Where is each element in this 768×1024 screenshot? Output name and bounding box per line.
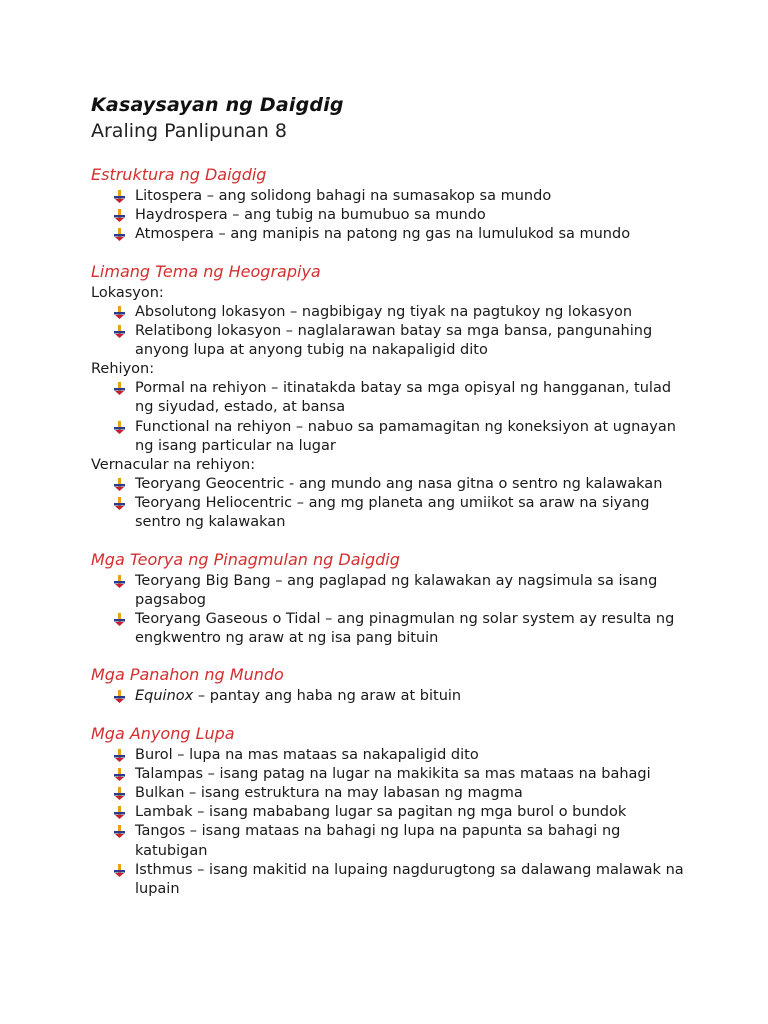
arrow-bullet-icon bbox=[113, 749, 126, 762]
bullet-list bbox=[91, 187, 691, 245]
list-item bbox=[91, 303, 691, 322]
arrow-bullet-icon bbox=[113, 382, 126, 395]
list-item bbox=[91, 746, 691, 765]
bullet-list bbox=[91, 379, 691, 456]
arrow-bullet-icon bbox=[113, 825, 126, 838]
list-item bbox=[91, 803, 691, 822]
group-label: Rehiyon: bbox=[91, 361, 155, 378]
list-item bbox=[91, 861, 691, 899]
section bbox=[91, 550, 691, 649]
list-item bbox=[91, 322, 691, 360]
document-content bbox=[91, 165, 691, 916]
bullet-list bbox=[91, 303, 691, 361]
list-item-text: Talampas – isang patag na lugar na makikita sa mas mataas na bahagi bbox=[135, 765, 651, 782]
list-item-text: Bulkan – isang estruktura na may labasan ng magma bbox=[135, 785, 523, 802]
list-item bbox=[91, 572, 691, 610]
list-item-text: Teoryang Geocentric - ang mundo ang nasa gitna o sentro ng kalawakan bbox=[135, 476, 663, 493]
arrow-bullet-icon bbox=[113, 228, 126, 241]
list-item-text: Absolutong lokasyon – nagbibigay ng tiyak na pagtukoy ng lokasyon bbox=[135, 303, 633, 320]
section-heading: Estruktura ng Daigdig bbox=[91, 165, 267, 184]
list-item bbox=[91, 610, 691, 648]
list-item-text: Isthmus – isang makitid na lupaing nagdurugtong sa dalawang malawak na lupain bbox=[135, 861, 684, 898]
section-heading: Mga Panahon ng Mundo bbox=[91, 665, 284, 685]
bullet-list bbox=[91, 746, 691, 900]
list-item bbox=[91, 418, 691, 456]
arrow-bullet-icon bbox=[113, 497, 126, 510]
list-item-text: Tangos – isang mataas na bahagi ng lupa na papunta sa bahagi ng katubigan bbox=[135, 823, 621, 859]
list-item bbox=[91, 475, 691, 494]
group-label: Lokasyon: bbox=[91, 284, 164, 301]
section-heading: Limang Tema ng Heograpiya bbox=[91, 261, 321, 281]
list-item-text: Teoryang Gaseous o Tidal – ang pinagmulan ng solar system ay resulta ng engkwentro ng araw at ng isa pang bituin bbox=[135, 611, 675, 647]
list-item-text: Burol – lupa na mas mataas sa nakapaligid dito bbox=[135, 746, 479, 763]
section bbox=[91, 665, 691, 706]
arrow-bullet-icon bbox=[113, 613, 126, 626]
arrow-bullet-icon bbox=[113, 209, 126, 222]
section-heading: Mga Anyong Lupa bbox=[91, 723, 235, 743]
list-item-text: Relatibong lokasyon – naglalarawan batay sa mga bansa, pangunahing anyong lupa at anyong tubig na nakapaligid dito bbox=[135, 322, 653, 359]
arrow-bullet-icon bbox=[113, 421, 126, 434]
arrow-bullet-icon bbox=[113, 690, 126, 703]
list-item bbox=[91, 379, 691, 417]
list-item bbox=[91, 187, 691, 206]
list-item bbox=[91, 765, 691, 784]
bullet-list bbox=[91, 475, 691, 533]
arrow-bullet-icon bbox=[113, 864, 126, 877]
list-item bbox=[91, 225, 691, 244]
arrow-bullet-icon bbox=[113, 575, 126, 588]
list-item-text: Pormal na rehiyon – itinatakda batay sa mga opisyal ng hangganan, tulad ng siyudad, estado, at bansa bbox=[135, 380, 672, 416]
arrow-bullet-icon bbox=[113, 768, 126, 781]
list-item-text: – pantay ang haba ng araw at bituin bbox=[193, 688, 462, 705]
section bbox=[91, 165, 691, 245]
arrow-bullet-icon bbox=[113, 806, 126, 819]
list-item bbox=[91, 822, 691, 860]
list-item bbox=[91, 687, 691, 706]
list-item-text: Haydrospera – ang tubig na bumubuo sa mundo bbox=[135, 207, 486, 224]
section bbox=[91, 724, 691, 900]
section-heading: Mga Teorya ng Pinagmulan ng Daigdig bbox=[91, 549, 400, 569]
list-item-text: Teoryang Big Bang – ang paglapad ng kalawakan ay nagsimula sa isang pagsabog bbox=[135, 572, 658, 608]
list-item-text: Teoryang Heliocentric – ang mg planeta ang umiikot sa araw na siyang sentro ng kalawakan bbox=[135, 495, 650, 531]
arrow-bullet-icon bbox=[113, 325, 126, 338]
list-item-text: Atmospera – ang manipis na patong ng gas na lumulukod sa mundo bbox=[135, 226, 631, 243]
bullet-list bbox=[91, 572, 691, 649]
document-title: Kasaysayan ng Daigdig bbox=[91, 94, 344, 116]
list-item-text: Functional na rehiyon – nabuo sa pamamagitan ng koneksiyon at ugnayan ng isang particular na lugar bbox=[135, 418, 676, 454]
arrow-bullet-icon bbox=[113, 787, 126, 800]
section bbox=[91, 262, 691, 533]
list-item-term: Equinox bbox=[135, 688, 194, 705]
group-label: Vernacular na rehiyon: bbox=[91, 457, 256, 474]
list-item bbox=[91, 206, 691, 225]
list-item-text: Lambak – isang mababang lugar sa pagitan ng mga burol o bundok bbox=[135, 804, 627, 821]
list-item-text: Litospera – ang solidong bahagi na sumasakop sa mundo bbox=[135, 188, 552, 204]
arrow-bullet-icon bbox=[113, 478, 126, 491]
document-subtitle: Araling Panlipunan 8 bbox=[91, 120, 287, 142]
arrow-bullet-icon bbox=[113, 306, 126, 319]
list-item bbox=[91, 494, 691, 532]
list-item bbox=[91, 784, 691, 803]
bullet-list bbox=[91, 687, 691, 706]
arrow-bullet-icon bbox=[113, 190, 126, 203]
